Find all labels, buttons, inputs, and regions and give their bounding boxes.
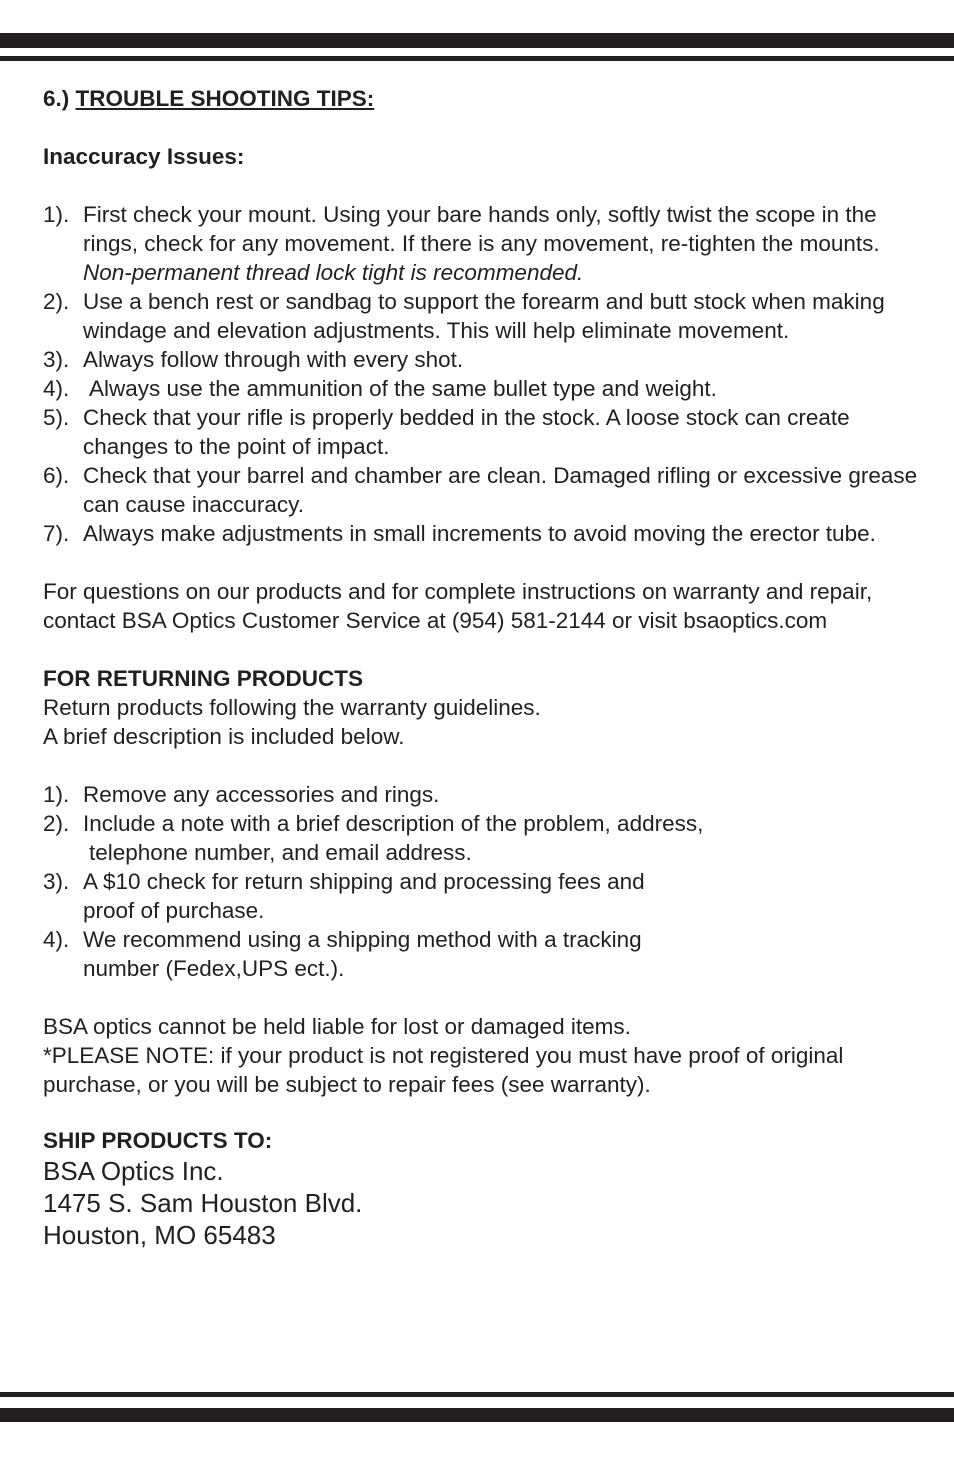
- item-text-line-2: number (Fedex,UPS ect.).: [83, 956, 345, 981]
- section-title-label: TROUBLE SHOOTING TIPS:: [75, 86, 375, 111]
- list-item: [43, 200, 923, 287]
- liability-text: BSA optics cannot be held liable for lost or damaged items.: [43, 1014, 631, 1039]
- item-text: Always use the ammunition of the same bullet type and weight.: [89, 376, 717, 401]
- list-item: [43, 780, 923, 809]
- section-number: 6.): [43, 86, 70, 111]
- item-number: 2).: [43, 811, 70, 836]
- item-number: 3).: [43, 347, 70, 372]
- list-item: [43, 461, 923, 519]
- list-item: [43, 345, 923, 374]
- item-number: 2).: [43, 289, 70, 314]
- item-text: Remove any accessories and rings.: [83, 782, 440, 807]
- item-text: First check your mount. Using your bare hands only, softly twist the scope in the rings, check for any movement. If there is any movement, re-tighten the mounts.: [83, 202, 880, 256]
- item-text: Check that your rifle is properly bedded in the stock. A loose stock can create changes to the point of impact.: [83, 405, 850, 459]
- list-item: [43, 867, 923, 925]
- returning-heading: FOR RETURNING PRODUCTS: [43, 666, 363, 691]
- ship-street: 1475 S. Sam Houston Blvd.: [43, 1188, 363, 1218]
- bottom-rule-thin: [0, 1392, 954, 1397]
- questions-paragraph: For questions on our products and for complete instructions on warranty and repair, contact BSA Optics Customer Service at (954) 581-2144 or visit bsaoptics.com: [43, 579, 873, 633]
- ship-heading: SHIP PRODUCTS TO:: [43, 1128, 273, 1153]
- item-text: Check that your barrel and chamber are clean. Damaged rifling or excessive grease can cause inaccuracy.: [83, 463, 918, 517]
- item-number: 1).: [43, 782, 70, 807]
- item-text: Always follow through with every shot.: [83, 347, 464, 372]
- list-item: [43, 374, 923, 403]
- ship-city: Houston, MO 65483: [43, 1220, 276, 1250]
- item-text-line-1: We recommend using a shipping method with a tracking: [83, 927, 642, 952]
- item-number: 6).: [43, 463, 70, 488]
- section-title: [43, 84, 923, 113]
- item-text: Use a bench rest or sandbag to support the forearm and butt stock when making windage and elevation adjustments. This will help eliminate movement.: [83, 289, 885, 343]
- item-number: 5).: [43, 405, 70, 430]
- item-text-line-2: proof of purchase.: [83, 898, 265, 923]
- item-italic-note: Non-permanent thread lock tight is recommended.: [83, 260, 584, 285]
- list-item: [43, 925, 923, 983]
- returning-line-2: A brief description is included below.: [43, 724, 405, 749]
- top-rule-thin: [0, 56, 954, 61]
- returning-list: [43, 780, 923, 983]
- item-text-line-1: A $10 check for return shipping and processing fees and: [83, 869, 645, 894]
- item-text: Always make adjustments in small increments to avoid moving the erector tube.: [83, 521, 876, 546]
- item-number: 1).: [43, 202, 70, 227]
- ship-company: BSA Optics Inc.: [43, 1156, 224, 1186]
- list-item: [43, 403, 923, 461]
- item-number: 4).: [43, 376, 70, 401]
- list-item: [43, 809, 923, 867]
- document-body: [43, 84, 923, 1251]
- item-text-line-2: telephone number, and email address.: [89, 840, 472, 865]
- inaccuracy-list: [43, 200, 923, 548]
- list-item: [43, 519, 923, 548]
- item-number: 4).: [43, 927, 70, 952]
- bottom-rule-thick: [0, 1408, 954, 1422]
- please-note-text: *PLEASE NOTE: if your product is not registered you must have proof of original purchase, or you will be subject to repair fees (see warranty).: [43, 1043, 844, 1097]
- top-rule-thick: [0, 33, 954, 48]
- ship-address: [43, 1155, 923, 1251]
- list-item: [43, 287, 923, 345]
- inaccuracy-heading: Inaccuracy Issues:: [43, 144, 245, 169]
- returning-line-1: Return products following the warranty guidelines.: [43, 695, 541, 720]
- item-number: 7).: [43, 521, 70, 546]
- item-text-line-1: Include a note with a brief description of the problem, address,: [83, 811, 704, 836]
- item-number: 3).: [43, 869, 70, 894]
